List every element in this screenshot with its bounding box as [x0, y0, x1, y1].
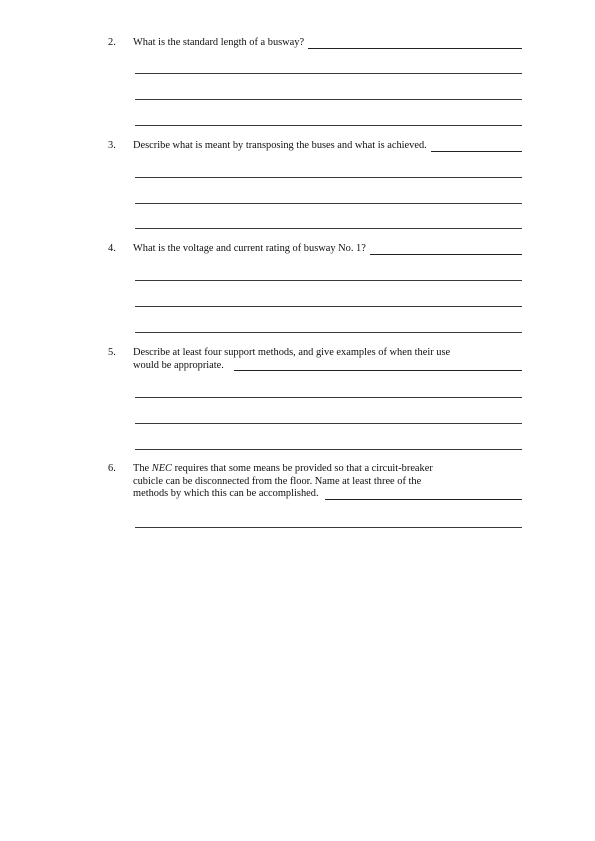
question-3	[108, 140, 522, 153]
question-number: 6.	[108, 463, 116, 474]
answer-line[interactable]	[135, 527, 522, 528]
inline-answer-blank[interactable]	[308, 38, 522, 49]
answer-line[interactable]	[135, 99, 522, 100]
question-line	[133, 243, 522, 256]
question-row	[108, 463, 522, 501]
inline-answer-blank[interactable]	[431, 141, 522, 152]
question-row	[108, 140, 522, 153]
question-row	[108, 37, 522, 50]
answer-line[interactable]	[135, 203, 522, 204]
question-text: Describe what is meant by transposing the buses and what is achieved.	[133, 140, 427, 151]
question-text: cubicle can be disconnected from the floor. Name at least three of the	[133, 475, 422, 487]
question-line	[133, 140, 522, 153]
question-2	[108, 37, 522, 50]
question-body	[133, 347, 522, 372]
question-5	[108, 347, 522, 372]
question-line	[133, 488, 522, 501]
answer-line[interactable]	[135, 397, 522, 398]
nec-reference: NEC	[151, 463, 172, 474]
answer-line[interactable]	[135, 177, 522, 178]
question-row	[108, 347, 522, 372]
question-line	[133, 476, 522, 489]
question-6	[108, 463, 522, 501]
question-number: 2.	[108, 37, 116, 48]
question-body	[133, 37, 522, 50]
answer-line[interactable]	[135, 449, 522, 450]
question-number: 3.	[108, 140, 116, 151]
answer-line[interactable]	[135, 125, 522, 126]
answer-line[interactable]	[135, 332, 522, 333]
question-number: 4.	[108, 243, 116, 254]
question-text	[133, 463, 433, 476]
question-4	[108, 243, 522, 256]
question-text: What is the standard length of a busway?	[133, 37, 305, 48]
question-line	[133, 347, 522, 360]
answer-line[interactable]	[135, 280, 522, 281]
question-body	[133, 140, 522, 153]
question-body	[133, 243, 522, 256]
question-row	[108, 243, 522, 256]
answer-line[interactable]	[135, 306, 522, 307]
answer-line[interactable]	[135, 423, 522, 424]
question-text-rest: requires that some means be provided so that a circuit-breaker	[171, 463, 433, 474]
question-line	[133, 37, 522, 50]
inline-answer-blank[interactable]	[234, 360, 522, 371]
question-text: What is the voltage and current rating of busway No. 1?	[133, 243, 366, 254]
question-text: Describe at least four support methods, and give examples of when their use	[133, 347, 451, 358]
answer-line[interactable]	[135, 73, 522, 74]
question-text-lead: The	[133, 463, 152, 474]
inline-answer-blank[interactable]	[370, 244, 522, 255]
answer-line[interactable]	[135, 228, 522, 229]
question-line	[133, 360, 522, 373]
question-body	[133, 463, 522, 501]
inline-answer-blank[interactable]	[325, 489, 522, 500]
question-number: 5.	[108, 347, 116, 358]
question-text: methods by which this can be accomplished.	[133, 488, 319, 499]
question-line	[133, 463, 522, 476]
question-text: would be appropriate.	[133, 359, 224, 371]
